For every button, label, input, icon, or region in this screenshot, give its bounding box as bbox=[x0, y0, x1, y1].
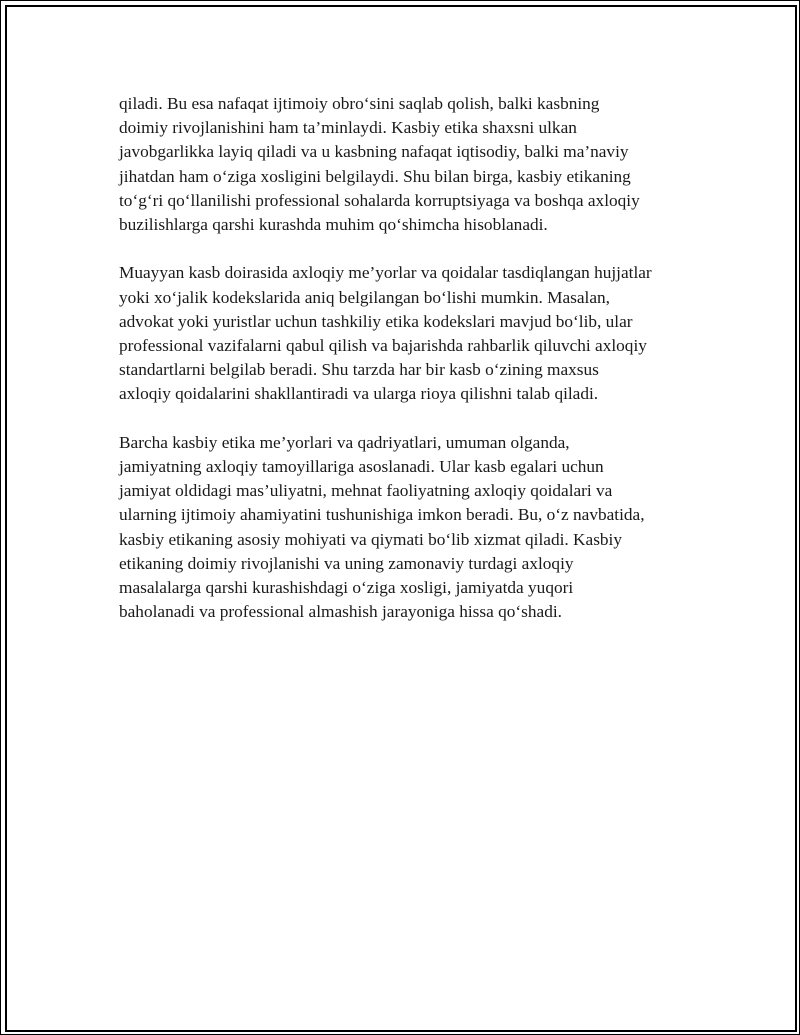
text-line: kasbiy etikaning asosiy mohiyati va qiymati bo‘lib xizmat qiladi. Kasbiy bbox=[119, 529, 622, 549]
text-line: to‘g‘ri qo‘llanilishi professional sohalarda korruptsiyaga va boshqa axloqiy bbox=[119, 190, 640, 210]
text-line: javobgarlikka layiq qiladi va u kasbning nafaqat iqtisodiy, balki ma’naviy bbox=[119, 142, 629, 162]
text-line: Barcha kasbiy etika me’yorlari va qadriyatlari, umuman olganda, bbox=[119, 432, 570, 452]
text-line: etikaning doimiy rivojlanishi va uning zamonaviy turdagi axloqiy bbox=[119, 553, 574, 573]
text-line: qiladi. Bu esa nafaqat ijtimoiy obro‘sini saqlab qolish, balki kasbning bbox=[119, 94, 600, 113]
text-line: professional vazifalarni qabul qilish va bajarishda rahbarlik qiluvchi axloqiy bbox=[119, 336, 647, 356]
text-line: ularning ijtimoiy ahamiyatini tushunishiga imkon beradi. Bu, o‘z navbatida, bbox=[119, 505, 645, 525]
text-line: doimiy rivojlanishini ham ta’minlaydi. Kasbiy etika shaxsni ulkan bbox=[119, 118, 577, 138]
text-line: Muayyan kasb doirasida axloqiy me’yorlar va qoidalar tasdiqlangan hujjatlar bbox=[119, 263, 652, 283]
text-line: axloqiy qoidalarini shakllantiradi va ularga rioya qilishni talab qiladi. bbox=[119, 384, 599, 404]
text-line: jihatdan ham o‘ziga xosligini belgilaydi. Shu bilan birga, kasbiy etikaning bbox=[119, 166, 631, 186]
text-line: jamiyat oldidagi mas’uliyatni, mehnat faoliyatning axloqiy qoidalari va bbox=[119, 481, 613, 501]
text-line: advokat yoki yuristlar uchun tashkiliy etika kodekslari mavjud bo‘lib, ular bbox=[119, 311, 633, 331]
paragraph-2 bbox=[119, 261, 699, 406]
paragraph-1 bbox=[119, 92, 699, 237]
text-line: yoki xo‘jalik kodekslarida aniq belgilangan bo‘lishi mumkin. Masalan, bbox=[119, 287, 610, 307]
text-line: standartlarni belgilab beradi. Shu tarzda har bir kasb o‘zining maxsus bbox=[119, 360, 599, 380]
document-body bbox=[119, 92, 699, 649]
text-line: jamiyatning axloqiy tamoyillariga asoslanadi. Ular kasb egalari uchun bbox=[119, 457, 604, 477]
text-line: baholanadi va professional almashish jarayoniga hissa qo‘shadi. bbox=[119, 602, 562, 622]
paragraph-3 bbox=[119, 431, 699, 625]
text-line: masalalarga qarshi kurashishdagi o‘ziga xosligi, jamiyatda yuqori bbox=[119, 578, 574, 598]
text-line: buzilishlarga qarshi kurashda muhim qo‘shimcha hisoblanadi. bbox=[119, 215, 548, 235]
